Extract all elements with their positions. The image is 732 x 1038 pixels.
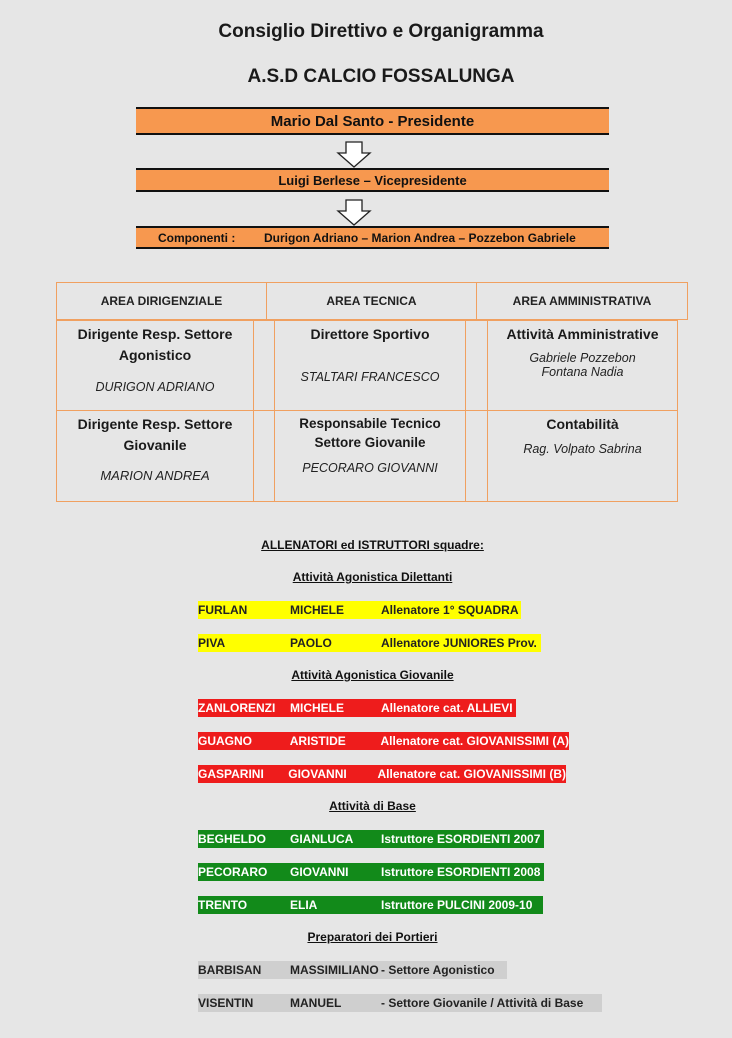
club-name: A.S.D CALCIO FOSSALUNGA: [247, 66, 515, 87]
coach-name: MICHELE: [290, 603, 344, 617]
role-label: Attività Amministrative: [506, 326, 659, 342]
table-divider: [466, 410, 487, 502]
coach-role: Allenatore cat. GIOVANISSIMI (A): [380, 734, 569, 748]
coach-role: - Settore Agonistico: [381, 963, 495, 977]
coach-surname: BARBISAN: [198, 963, 262, 977]
coaches-heading: ALLENATORI ed ISTRUTTORI squadre:: [261, 538, 484, 552]
area-header-dirigenziale: AREA DIRIGENZIALE: [56, 282, 267, 320]
coach-row: [198, 699, 516, 717]
coach-name: GIANLUCA: [290, 832, 354, 846]
coach-surname: FURLAN: [198, 603, 248, 617]
role-label: Dirigente Resp. Settore Giovanile: [77, 416, 233, 453]
coach-surname: BEGHELDO: [198, 832, 267, 846]
section-title-base: Attività di Base: [329, 799, 416, 813]
coach-row: [198, 765, 566, 783]
person-name: MARION ANDREA: [100, 468, 210, 483]
role-label: Responsabile Tecnico Settore Giovanile: [299, 416, 441, 450]
coach-row: [198, 896, 543, 914]
person-name: STALTARI FRANCESCO: [300, 370, 440, 384]
cell-responsabile-tecnico: [274, 410, 466, 502]
coach-role: - Settore Giovanile / Attività di Base: [381, 996, 584, 1010]
coach-surname: GUAGNO: [198, 734, 252, 748]
person-name: Rag. Volpato Sabrina: [523, 442, 642, 456]
president-label: Mario Dal Santo - Presidente: [270, 112, 475, 130]
coach-surname: PIVA: [198, 636, 226, 650]
coach-role: Allenatore cat. GIOVANISSIMI (B): [377, 767, 566, 781]
coach-role: Istruttore PULCINI 2009-10: [381, 898, 533, 912]
down-arrow-icon: [334, 199, 374, 227]
coach-row: [198, 732, 569, 750]
person-name: Gabriele Pozzebon: [529, 351, 636, 365]
coach-row: [198, 961, 507, 979]
coach-role: Allenatore 1° SQUADRA: [381, 603, 519, 617]
role-label: Dirigente Resp. Settore Agonistico: [77, 326, 233, 363]
coach-name: MICHELE: [290, 701, 344, 715]
cell-direttore-sportivo: [274, 320, 466, 411]
coach-role: Allenatore JUNIORES Prov.: [381, 636, 537, 650]
coach-surname: VISENTIN: [198, 996, 254, 1010]
coach-role: Istruttore ESORDIENTI 2007: [381, 832, 541, 846]
coach-surname: ZANLORENZI: [198, 701, 276, 715]
coach-surname: TRENTO: [198, 898, 248, 912]
person-name: Fontana Nadia: [541, 365, 624, 379]
coach-row: [198, 863, 544, 881]
vicepresident-bar: [136, 168, 609, 192]
coach-surname: PECORARO: [198, 865, 268, 879]
coach-name: GIOVANNI: [290, 865, 349, 879]
coach-name: GIOVANNI: [288, 767, 347, 781]
members-bar: [136, 226, 609, 249]
down-arrow-icon: [334, 141, 374, 169]
coach-name: PAOLO: [290, 636, 332, 650]
section-title-dilettanti: Attività Agonistica Dilettanti: [292, 570, 453, 584]
person-name: DURIGON ADRIANO: [95, 380, 215, 394]
role-label: Contabilità: [546, 416, 619, 432]
person-name: PECORARO GIOVANNI: [302, 461, 438, 475]
president-bar: [136, 107, 609, 135]
role-label: Direttore Sportivo: [310, 326, 430, 342]
section-title-portieri: Preparatori dei Portieri: [307, 930, 438, 944]
table-divider: [466, 320, 487, 411]
area-header-amministrativa: AREA AMMINISTRATIVA: [476, 282, 688, 320]
table-divider: [254, 410, 274, 502]
coach-name: MASSIMILIANO: [290, 963, 379, 977]
members-label: Componenti :: [158, 230, 236, 245]
vicepresident-label: Luigi Berlese – Vicepresidente: [278, 172, 467, 188]
coach-name: MANUEL: [290, 996, 342, 1010]
page-title: Consiglio Direttivo e Organigramma: [218, 21, 544, 42]
table-divider: [254, 320, 274, 411]
coach-role: Istruttore ESORDIENTI 2008: [381, 865, 541, 879]
section-title-giovanile: Attività Agonistica Giovanile: [291, 668, 454, 682]
cell-attivita-amministrative: [487, 320, 678, 411]
cell-dirigente-giovanile: [56, 410, 254, 502]
coach-surname: GASPARINI: [198, 767, 264, 781]
cell-contabilita: [487, 410, 678, 502]
coach-name: ARISTIDE: [289, 734, 346, 748]
coach-row: [198, 601, 521, 619]
coach-role: Allenatore cat. ALLIEVI: [381, 701, 513, 715]
area-header-tecnica: AREA TECNICA: [266, 282, 477, 320]
cell-dirigente-agonistico: [56, 320, 254, 411]
coach-row: [198, 634, 541, 652]
coach-name: ELIA: [290, 898, 318, 912]
members-names: Durigon Adriano – Marion Andrea – Pozzebon Gabriele: [264, 230, 576, 245]
coach-row: [198, 994, 602, 1012]
coach-row: [198, 830, 544, 848]
